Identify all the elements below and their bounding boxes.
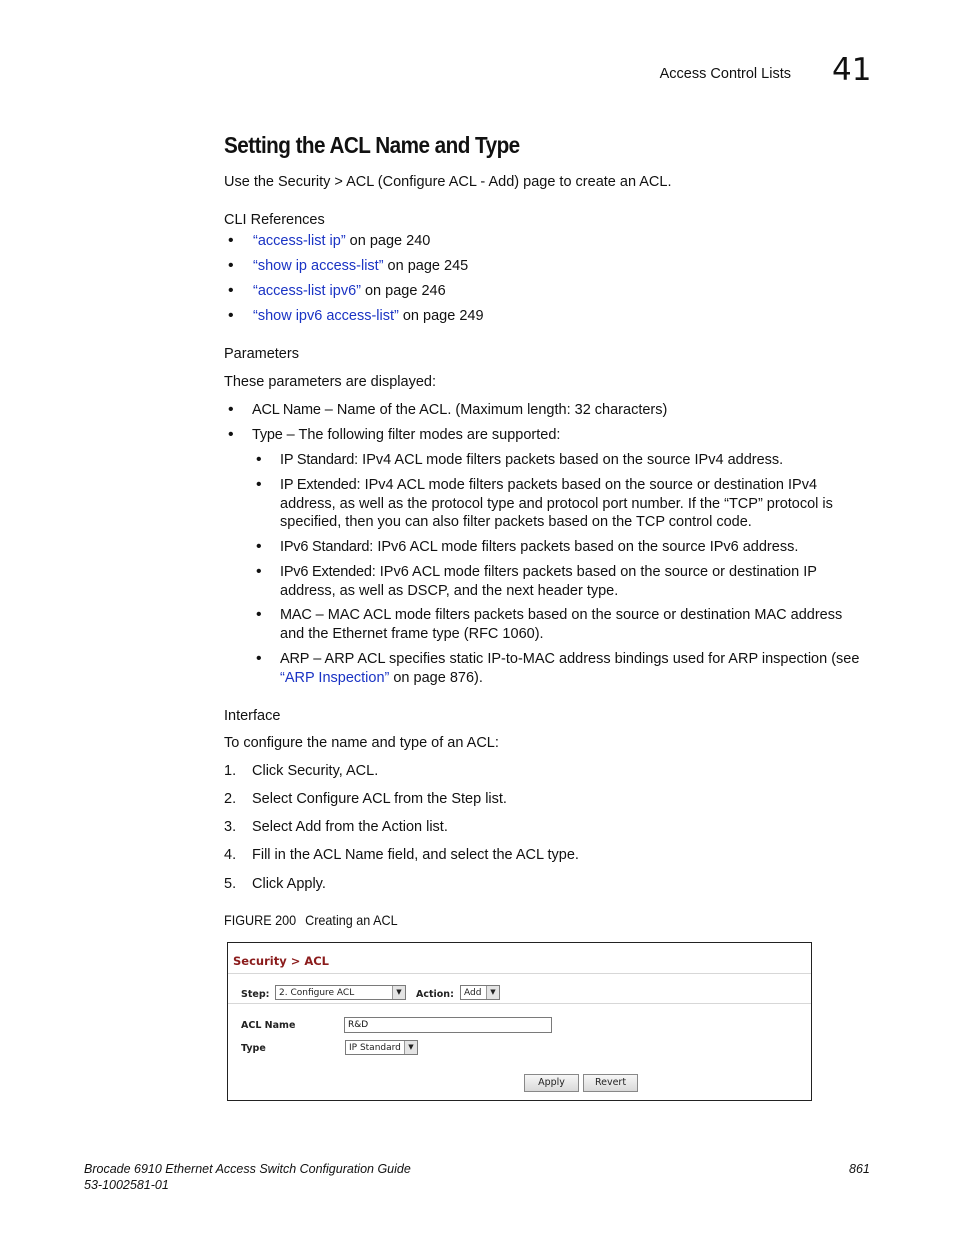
divider [228, 973, 811, 974]
bullet: • [256, 538, 262, 555]
bullet: • [256, 563, 262, 580]
figure-title: Creating an ACL [305, 912, 398, 928]
revert-button[interactable]: Revert [583, 1074, 638, 1092]
list-item [253, 307, 484, 326]
step-number: 5. [224, 876, 237, 892]
apply-button[interactable]: Apply [524, 1074, 579, 1092]
mode-term: IP Extended [280, 477, 357, 493]
intro-text: Use the Security > ACL (Configure ACL - Add) page to create an ACL. [224, 174, 672, 190]
page-ref: on page 245 [383, 258, 469, 274]
page-ref: on page 240 [345, 233, 431, 249]
bullet: • [228, 282, 234, 299]
step-text: Click Security, ACL. [252, 763, 379, 779]
doc-number: 53-1002581-01 [84, 1177, 169, 1192]
param-desc: – Name of the ACL. (Maximum length: 32 characters) [320, 402, 668, 418]
divider [228, 1003, 811, 1004]
step-number: 1. [224, 763, 237, 779]
step-text: Select Add from the Action list. [252, 819, 448, 835]
bullet: • [228, 426, 234, 443]
bullet: • [228, 307, 234, 324]
page-number: 861 [849, 1162, 870, 1176]
bullet: • [228, 232, 234, 249]
step-label: Step: [241, 989, 270, 1000]
doc-title: Brocade 6910 Ethernet Access Switch Configuration Guide [84, 1162, 411, 1176]
param-desc: – The following filter modes are supported: [282, 427, 561, 443]
cli-link[interactable]: “show ip access-list” [253, 258, 384, 274]
page-ref: on page 876). [389, 669, 483, 686]
step-number: 4. [224, 847, 237, 863]
bullet: • [256, 476, 262, 493]
param-item [252, 426, 560, 445]
acl-name-input[interactable]: R&D [344, 1017, 552, 1033]
step-select-value: 2. Configure ACL [279, 988, 355, 998]
chevron-down-icon[interactable]: ▼ [486, 986, 499, 999]
parameters-heading: Parameters [224, 346, 299, 362]
breadcrumb: Security > ACL [233, 954, 330, 968]
action-select-value: Add [464, 988, 482, 998]
mode-term: IPv6 Extended [280, 564, 372, 580]
mode-item [280, 451, 870, 470]
bullet: • [256, 606, 262, 623]
interface-intro: To configure the name and type of an ACL: [224, 735, 499, 751]
step-select[interactable] [275, 985, 406, 1000]
step-text: Select Configure ACL from the Step list. [252, 791, 507, 807]
action-select[interactable] [460, 985, 500, 1000]
mode-item [280, 538, 870, 557]
action-label: Action: [416, 989, 454, 1000]
mode-term: MAC [280, 607, 312, 623]
interface-heading: Interface [224, 708, 281, 724]
mode-item [280, 563, 870, 600]
mode-item [280, 606, 870, 643]
list-item [253, 257, 468, 276]
chevron-down-icon[interactable]: ▼ [404, 1041, 417, 1054]
cli-heading: CLI References [224, 212, 325, 228]
mode-desc: : IPv4 ACL mode filters packets based on the source IPv4 address. [354, 452, 784, 468]
step-number: 2. [224, 791, 237, 807]
type-label: Type [241, 1043, 266, 1054]
mode-desc: : IPv6 ACL mode filters packets based on the source or destination IP address, as well as DSCP, and the next header type. [280, 564, 817, 599]
bullet: • [228, 257, 234, 274]
chapter-number: 41 [832, 52, 872, 88]
parameters-intro: These parameters are displayed: [224, 374, 436, 390]
bullet: • [256, 451, 262, 468]
list-item [253, 232, 430, 251]
acl-config-screenshot [227, 942, 812, 1101]
mode-item [280, 650, 870, 687]
mode-desc: : IPv6 ACL mode filters packets based on the source IPv6 address. [369, 539, 799, 555]
mode-term: ARP [280, 651, 310, 667]
cli-link[interactable]: “access-list ip” [253, 233, 346, 249]
step-text: Click Apply. [252, 876, 326, 892]
page-ref: on page 246 [360, 283, 446, 299]
type-select-value: IP Standard [349, 1043, 401, 1053]
chevron-down-icon[interactable]: ▼ [392, 986, 405, 999]
cli-link[interactable]: “access-list ipv6” [253, 283, 361, 299]
running-header: Access Control Lists [659, 66, 791, 82]
mode-term: IP Standard [280, 452, 355, 468]
cli-link[interactable]: “show ipv6 access-list” [253, 308, 399, 324]
step-number: 3. [224, 819, 237, 835]
bullet: • [256, 650, 262, 667]
acl-name-label: ACL Name [241, 1020, 296, 1031]
mode-desc: – ARP ACL specifies static IP-to-MAC address bindings used for ARP inspection (see [309, 651, 860, 667]
param-term: Type [252, 427, 283, 443]
figure-label: FIGURE 200 [224, 912, 297, 928]
mode-term: IPv6 Standard [280, 539, 370, 555]
figure-caption [224, 912, 398, 928]
mode-desc: : IPv4 ACL mode filters packets based on the source or destination IPv4 address, as well as the protocol type and protocol port number. If the “TCP” protocol is specified, then you can also filter packets based on the TCP control code. [280, 477, 833, 531]
mode-item [280, 476, 870, 532]
step-text: Fill in the ACL Name field, and select the ACL type. [252, 847, 579, 863]
page-ref: on page 249 [398, 308, 484, 324]
type-select[interactable] [345, 1040, 418, 1055]
section-title: Setting the ACL Name and Type [224, 132, 520, 158]
arp-inspection-link[interactable]: “ARP Inspection” [280, 669, 390, 686]
footer-doc-info [84, 1162, 411, 1193]
mode-desc: – MAC ACL mode filters packets based on the source or destination MAC address and the Ethernet frame type (RFC 1060). [280, 607, 843, 642]
param-item [252, 401, 667, 420]
list-item [253, 282, 446, 301]
param-term: ACL Name [252, 402, 321, 418]
bullet: • [228, 401, 234, 418]
